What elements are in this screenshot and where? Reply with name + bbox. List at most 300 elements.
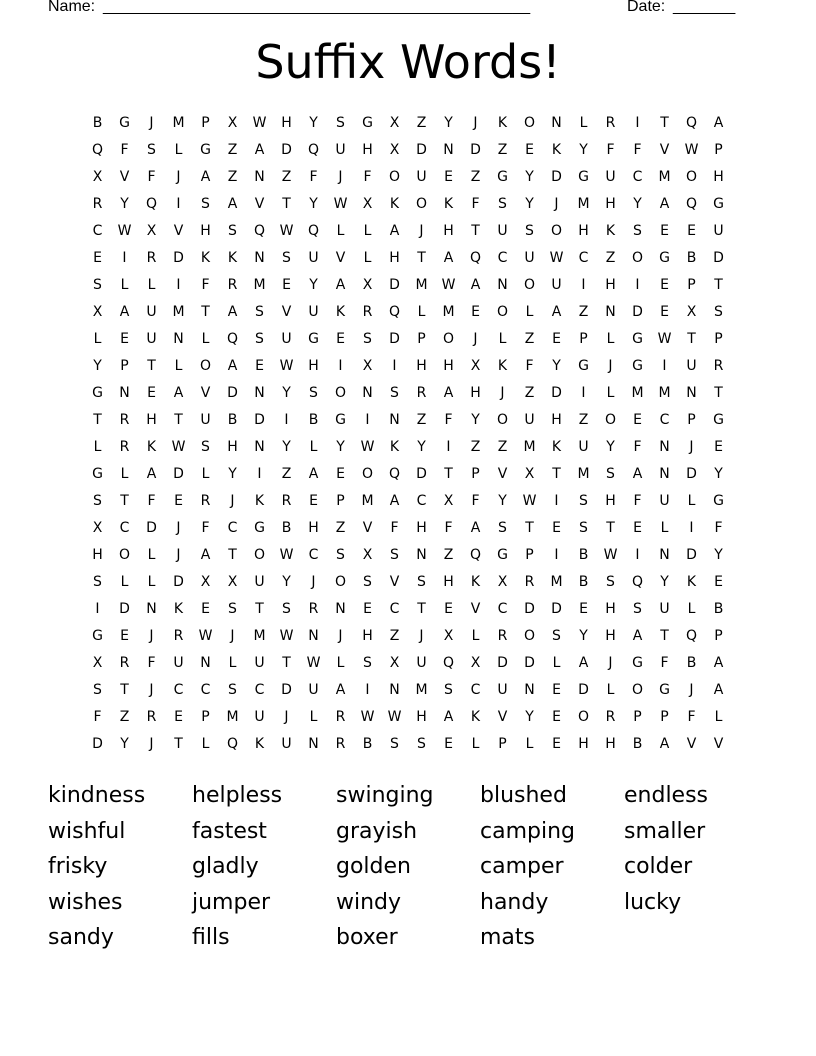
grid-letter[interactable]: L (363, 250, 372, 266)
grid-letter[interactable]: Z (281, 169, 292, 185)
grid-letter[interactable]: K (497, 115, 508, 131)
grid-letter[interactable]: Q (631, 574, 644, 590)
grid-letter[interactable]: C (389, 601, 400, 617)
grid-letter[interactable]: E (633, 412, 642, 428)
grid-letter[interactable]: J (689, 682, 694, 698)
grid-letter[interactable]: O (631, 250, 644, 266)
grid-letter[interactable]: D (92, 736, 103, 752)
grid-letter[interactable]: D (173, 574, 184, 590)
grid-letter[interactable]: R (497, 628, 508, 644)
grid-letter[interactable]: X (362, 277, 373, 293)
grid-letter[interactable]: S (417, 736, 426, 752)
grid-letter[interactable]: C (200, 682, 211, 698)
grid-letter[interactable]: T (417, 601, 426, 617)
grid-letter[interactable]: U (578, 439, 589, 455)
grid-letter[interactable]: T (471, 223, 480, 239)
grid-letter[interactable]: H (443, 223, 454, 239)
grid-letter[interactable]: Y (525, 709, 534, 725)
grid-letter[interactable]: J (311, 574, 316, 590)
grid-letter[interactable]: I (338, 358, 343, 374)
grid-letter[interactable]: G (659, 250, 670, 266)
grid-letter[interactable]: B (632, 736, 643, 752)
grid-letter[interactable]: T (228, 547, 237, 563)
grid-letter[interactable]: D (524, 655, 535, 671)
grid-letter[interactable]: M (226, 709, 239, 725)
grid-letter[interactable]: V (686, 736, 697, 752)
grid-letter[interactable]: Y (579, 628, 588, 644)
grid-letter[interactable]: E (147, 385, 156, 401)
grid-letter[interactable]: V (335, 250, 346, 266)
grid-letter[interactable]: J (689, 439, 694, 455)
grid-letter[interactable]: Z (416, 115, 427, 131)
grid-letter[interactable]: E (201, 601, 210, 617)
grid-letter[interactable]: H (308, 520, 319, 536)
grid-letter[interactable]: L (417, 304, 426, 320)
grid-letter[interactable]: W (306, 655, 321, 671)
grid-letter[interactable]: H (281, 115, 292, 131)
grid-letter[interactable]: G (713, 196, 724, 212)
grid-letter[interactable]: J (419, 223, 424, 239)
grid-letter[interactable]: R (308, 601, 319, 617)
grid-letter[interactable]: W (522, 493, 537, 509)
grid-letter[interactable]: M (415, 682, 428, 698)
grid-letter[interactable]: Z (443, 547, 454, 563)
grid-letter[interactable]: O (496, 304, 509, 320)
grid-letter[interactable]: B (578, 574, 589, 590)
grid-letter[interactable]: E (336, 331, 345, 347)
grid-letter[interactable]: I (365, 682, 370, 698)
grid-letter[interactable]: A (632, 628, 643, 644)
grid-letter[interactable]: Z (335, 520, 346, 536)
grid-letter[interactable]: A (389, 493, 400, 509)
grid-letter[interactable]: R (713, 358, 724, 374)
grid-letter[interactable]: S (633, 601, 642, 617)
grid-letter[interactable]: L (579, 115, 588, 131)
grid-letter[interactable]: N (659, 466, 670, 482)
grid-letter[interactable]: H (416, 358, 427, 374)
grid-letter[interactable]: R (362, 304, 373, 320)
grid-letter[interactable]: G (92, 385, 103, 401)
grid-letter[interactable]: M (631, 385, 644, 401)
grid-letter[interactable]: M (361, 493, 374, 509)
grid-letter[interactable]: H (605, 736, 616, 752)
grid-letter[interactable]: E (471, 304, 480, 320)
grid-letter[interactable]: X (470, 358, 481, 374)
grid-letter[interactable]: Y (417, 439, 426, 455)
grid-letter[interactable]: I (95, 601, 100, 617)
grid-letter[interactable]: F (687, 709, 696, 725)
grid-letter[interactable]: L (93, 331, 102, 347)
grid-letter[interactable]: U (524, 412, 535, 428)
grid-letter[interactable]: N (173, 331, 184, 347)
grid-letter[interactable]: X (146, 223, 157, 239)
grid-letter[interactable]: Y (498, 493, 507, 509)
grid-letter[interactable]: U (713, 223, 724, 239)
grid-letter[interactable]: D (713, 250, 724, 266)
grid-letter[interactable]: S (309, 385, 318, 401)
grid-letter[interactable]: E (660, 304, 669, 320)
grid-letter[interactable]: S (93, 277, 102, 293)
grid-letter[interactable]: S (606, 574, 615, 590)
grid-letter[interactable]: L (336, 223, 345, 239)
grid-letter[interactable]: H (146, 412, 157, 428)
grid-letter[interactable]: Z (470, 169, 481, 185)
grid-letter[interactable]: B (686, 655, 697, 671)
grid-letter[interactable]: S (525, 223, 534, 239)
grid-letter[interactable]: I (581, 277, 586, 293)
grid-letter[interactable]: N (335, 601, 346, 617)
grid-letter[interactable]: S (201, 439, 210, 455)
grid-letter[interactable]: A (713, 115, 724, 131)
grid-letter[interactable]: S (390, 736, 399, 752)
grid-letter[interactable]: O (199, 358, 212, 374)
grid-letter[interactable]: G (119, 115, 130, 131)
grid-letter[interactable]: F (525, 358, 534, 374)
grid-letter[interactable]: H (578, 736, 589, 752)
grid-letter[interactable]: O (550, 223, 563, 239)
grid-letter[interactable]: J (608, 655, 613, 671)
grid-letter[interactable]: I (635, 547, 640, 563)
grid-letter[interactable]: V (470, 601, 481, 617)
grid-letter[interactable]: G (713, 412, 724, 428)
grid-letter[interactable]: D (146, 520, 157, 536)
grid-letter[interactable]: Z (605, 250, 616, 266)
grid-letter[interactable]: G (659, 682, 670, 698)
grid-letter[interactable]: T (201, 304, 210, 320)
grid-letter[interactable]: M (658, 169, 671, 185)
grid-letter[interactable]: N (497, 277, 508, 293)
grid-letter[interactable]: O (496, 412, 509, 428)
grid-letter[interactable]: U (281, 331, 292, 347)
grid-letter[interactable]: G (362, 115, 373, 131)
grid-letter[interactable]: H (416, 709, 427, 725)
grid-letter[interactable]: H (605, 493, 616, 509)
grid-letter[interactable]: X (389, 115, 400, 131)
grid-letter[interactable]: F (147, 655, 156, 671)
grid-letter[interactable]: N (686, 385, 697, 401)
grid-letter[interactable]: Q (91, 142, 104, 158)
grid-letter[interactable]: G (308, 331, 319, 347)
grid-letter[interactable]: E (660, 277, 669, 293)
grid-letter[interactable]: A (578, 655, 589, 671)
grid-letter[interactable]: W (279, 358, 294, 374)
grid-letter[interactable]: L (714, 709, 723, 725)
grid-letter[interactable]: T (525, 520, 534, 536)
grid-letter[interactable]: O (334, 574, 347, 590)
grid-letter[interactable]: U (497, 223, 508, 239)
grid-letter[interactable]: V (713, 736, 724, 752)
grid-letter[interactable]: E (714, 439, 723, 455)
grid-letter[interactable]: Q (685, 115, 698, 131)
grid-letter[interactable]: S (498, 196, 507, 212)
grid-letter[interactable]: S (390, 385, 399, 401)
grid-letter[interactable]: K (254, 493, 265, 509)
grid-letter[interactable]: R (281, 493, 292, 509)
grid-letter[interactable]: X (389, 142, 400, 158)
grid-letter[interactable]: O (334, 385, 347, 401)
grid-letter[interactable]: Y (120, 736, 129, 752)
grid-letter[interactable]: K (335, 304, 346, 320)
grid-letter[interactable]: X (443, 628, 454, 644)
grid-letter[interactable]: X (443, 493, 454, 509)
grid-letter[interactable]: E (714, 574, 723, 590)
grid-letter[interactable]: W (549, 250, 564, 266)
grid-letter[interactable]: F (444, 520, 453, 536)
grid-letter[interactable]: A (200, 547, 211, 563)
grid-letter[interactable]: S (255, 331, 264, 347)
grid-letter[interactable]: A (119, 304, 130, 320)
grid-letter[interactable]: N (659, 547, 670, 563)
grid-letter[interactable]: W (360, 709, 375, 725)
grid-letter[interactable]: C (497, 601, 508, 617)
grid-letter[interactable]: S (363, 655, 372, 671)
grid-letter[interactable]: Q (685, 196, 698, 212)
grid-letter[interactable]: U (308, 682, 319, 698)
grid-letter[interactable]: S (282, 601, 291, 617)
grid-letter[interactable]: R (227, 277, 238, 293)
grid-letter[interactable]: Y (282, 385, 291, 401)
grid-letter[interactable]: I (635, 277, 640, 293)
grid-letter[interactable]: I (392, 358, 397, 374)
grid-letter[interactable]: E (579, 601, 588, 617)
grid-letter[interactable]: H (200, 223, 211, 239)
grid-letter[interactable]: R (119, 412, 130, 428)
grid-letter[interactable]: B (308, 412, 319, 428)
grid-letter[interactable]: J (176, 520, 181, 536)
grid-letter[interactable]: Z (119, 709, 130, 725)
grid-letter[interactable]: G (497, 547, 508, 563)
grid-letter[interactable]: T (552, 466, 561, 482)
grid-letter[interactable]: I (284, 412, 289, 428)
grid-letter[interactable]: S (255, 304, 264, 320)
grid-letter[interactable]: L (174, 142, 183, 158)
grid-letter[interactable]: N (605, 304, 616, 320)
grid-letter[interactable]: A (227, 358, 238, 374)
grid-letter[interactable]: F (309, 169, 318, 185)
grid-letter[interactable]: D (173, 250, 184, 266)
grid-letter[interactable]: O (415, 196, 428, 212)
grid-letter[interactable]: O (523, 115, 536, 131)
grid-letter[interactable]: J (230, 628, 235, 644)
grid-letter[interactable]: L (201, 736, 210, 752)
grid-letter[interactable]: A (146, 466, 157, 482)
grid-letter[interactable]: K (686, 574, 697, 590)
grid-letter[interactable]: J (473, 331, 478, 347)
grid-letter[interactable]: E (633, 520, 642, 536)
grid-letter[interactable]: K (551, 142, 562, 158)
grid-letter[interactable]: W (441, 277, 456, 293)
grid-letter[interactable]: P (417, 331, 426, 347)
grid-letter[interactable]: C (227, 520, 238, 536)
grid-letter[interactable]: I (122, 250, 127, 266)
grid-letter[interactable]: D (551, 385, 562, 401)
grid-letter[interactable]: T (714, 385, 723, 401)
grid-letter[interactable]: J (338, 169, 343, 185)
grid-letter[interactable]: A (443, 709, 454, 725)
grid-letter[interactable]: A (389, 223, 400, 239)
grid-letter[interactable]: X (389, 655, 400, 671)
grid-letter[interactable]: D (551, 601, 562, 617)
grid-letter[interactable]: Q (469, 250, 482, 266)
grid-letter[interactable]: D (578, 682, 589, 698)
grid-letter[interactable]: T (714, 277, 723, 293)
grid-letter[interactable]: I (554, 547, 559, 563)
grid-letter[interactable]: Y (282, 439, 291, 455)
grid-letter[interactable]: L (606, 682, 615, 698)
grid-letter[interactable]: M (577, 466, 590, 482)
grid-letter[interactable]: X (470, 655, 481, 671)
grid-letter[interactable]: P (687, 277, 696, 293)
grid-letter[interactable]: X (524, 466, 535, 482)
grid-letter[interactable]: Z (470, 439, 481, 455)
grid-letter[interactable]: T (606, 520, 615, 536)
grid-letter[interactable]: E (174, 709, 183, 725)
grid-letter[interactable]: G (200, 142, 211, 158)
grid-letter[interactable]: S (93, 682, 102, 698)
grid-letter[interactable]: R (119, 655, 130, 671)
grid-letter[interactable]: J (500, 385, 505, 401)
grid-letter[interactable]: E (282, 277, 291, 293)
grid-letter[interactable]: T (93, 412, 102, 428)
grid-letter[interactable]: R (335, 736, 346, 752)
grid-letter[interactable]: M (172, 115, 185, 131)
grid-letter[interactable]: X (686, 304, 697, 320)
grid-letter[interactable]: H (713, 169, 724, 185)
grid-letter[interactable]: T (120, 682, 129, 698)
grid-letter[interactable]: V (119, 169, 130, 185)
grid-letter[interactable]: D (632, 304, 643, 320)
grid-letter[interactable]: R (416, 385, 427, 401)
grid-letter[interactable]: G (632, 655, 643, 671)
grid-letter[interactable]: Y (120, 196, 129, 212)
grid-letter[interactable]: W (279, 223, 294, 239)
grid-letter[interactable]: H (605, 196, 616, 212)
grid-letter[interactable]: Y (714, 547, 723, 563)
grid-letter[interactable]: B (281, 520, 292, 536)
grid-letter[interactable]: M (577, 196, 590, 212)
grid-letter[interactable]: M (523, 439, 536, 455)
grid-letter[interactable]: T (660, 628, 669, 644)
grid-letter[interactable]: U (281, 736, 292, 752)
grid-letter[interactable]: Y (633, 196, 642, 212)
grid-letter[interactable]: I (365, 412, 370, 428)
grid-letter[interactable]: H (92, 547, 103, 563)
grid-letter[interactable]: P (525, 547, 534, 563)
grid-letter[interactable]: V (497, 709, 508, 725)
grid-letter[interactable]: E (444, 601, 453, 617)
grid-letter[interactable]: Y (309, 196, 318, 212)
grid-letter[interactable]: C (416, 493, 427, 509)
grid-letter[interactable]: O (361, 466, 374, 482)
grid-letter[interactable]: K (551, 439, 562, 455)
grid-letter[interactable]: X (92, 655, 103, 671)
grid-letter[interactable]: Y (336, 439, 345, 455)
grid-letter[interactable]: F (471, 493, 480, 509)
grid-letter[interactable]: P (498, 736, 507, 752)
grid-letter[interactable]: Q (469, 547, 482, 563)
grid-letter[interactable]: U (200, 412, 211, 428)
grid-letter[interactable]: E (120, 331, 129, 347)
grid-letter[interactable]: G (632, 331, 643, 347)
grid-letter[interactable]: R (335, 709, 346, 725)
grid-letter[interactable]: O (442, 331, 455, 347)
grid-letter[interactable]: L (606, 331, 615, 347)
grid-letter[interactable]: M (658, 385, 671, 401)
grid-letter[interactable]: E (363, 601, 372, 617)
grid-letter[interactable]: D (524, 601, 535, 617)
grid-letter[interactable]: H (470, 385, 481, 401)
grid-letter[interactable]: J (419, 628, 424, 644)
grid-letter[interactable]: A (443, 385, 454, 401)
grid-letter[interactable]: S (390, 547, 399, 563)
grid-letter[interactable]: S (498, 520, 507, 536)
grid-letter[interactable]: U (497, 682, 508, 698)
grid-letter[interactable]: H (362, 142, 373, 158)
grid-letter[interactable]: O (388, 169, 401, 185)
grid-letter[interactable]: Y (93, 358, 102, 374)
grid-letter[interactable]: N (119, 385, 130, 401)
grid-letter[interactable]: F (714, 520, 723, 536)
grid-letter[interactable]: W (198, 628, 213, 644)
grid-letter[interactable]: A (470, 520, 481, 536)
grid-letter[interactable]: B (227, 412, 238, 428)
grid-letter[interactable]: S (633, 223, 642, 239)
grid-letter[interactable]: A (443, 250, 454, 266)
grid-letter[interactable]: H (443, 358, 454, 374)
grid-letter[interactable]: U (416, 169, 427, 185)
grid-letter[interactable]: G (254, 520, 265, 536)
grid-letter[interactable]: G (632, 358, 643, 374)
grid-letter[interactable]: T (687, 331, 696, 347)
grid-letter[interactable]: J (230, 493, 235, 509)
grid-letter[interactable]: Q (253, 223, 266, 239)
grid-letter[interactable]: F (120, 142, 129, 158)
grid-letter[interactable]: A (227, 196, 238, 212)
grid-letter[interactable]: M (253, 628, 266, 644)
grid-letter[interactable]: L (201, 331, 210, 347)
grid-letter[interactable]: A (173, 385, 184, 401)
grid-letter[interactable]: M (415, 277, 428, 293)
grid-letter[interactable]: S (336, 547, 345, 563)
grid-letter[interactable]: C (173, 682, 184, 698)
grid-letter[interactable]: M (442, 304, 455, 320)
grid-letter[interactable]: B (362, 736, 373, 752)
grid-letter[interactable]: R (605, 709, 616, 725)
grid-letter[interactable]: F (633, 493, 642, 509)
grid-letter[interactable]: R (119, 439, 130, 455)
grid-letter[interactable]: U (524, 250, 535, 266)
grid-letter[interactable]: Q (685, 628, 698, 644)
grid-letter[interactable]: W (657, 331, 672, 347)
grid-letter[interactable]: N (389, 412, 400, 428)
grid-letter[interactable]: N (551, 115, 562, 131)
grid-letter[interactable]: T (282, 655, 291, 671)
grid-letter[interactable]: I (554, 493, 559, 509)
grid-letter[interactable]: H (416, 520, 427, 536)
grid-letter[interactable]: V (173, 223, 184, 239)
grid-letter[interactable]: X (200, 574, 211, 590)
grid-letter[interactable]: G (578, 169, 589, 185)
grid-letter[interactable]: L (471, 736, 480, 752)
grid-letter[interactable]: F (201, 520, 210, 536)
grid-letter[interactable]: P (714, 142, 723, 158)
grid-letter[interactable]: S (93, 493, 102, 509)
grid-letter[interactable]: J (176, 547, 181, 563)
grid-letter[interactable]: Y (525, 196, 534, 212)
grid-letter[interactable]: I (662, 358, 667, 374)
grid-letter[interactable]: V (362, 520, 373, 536)
grid-letter[interactable]: W (252, 115, 267, 131)
